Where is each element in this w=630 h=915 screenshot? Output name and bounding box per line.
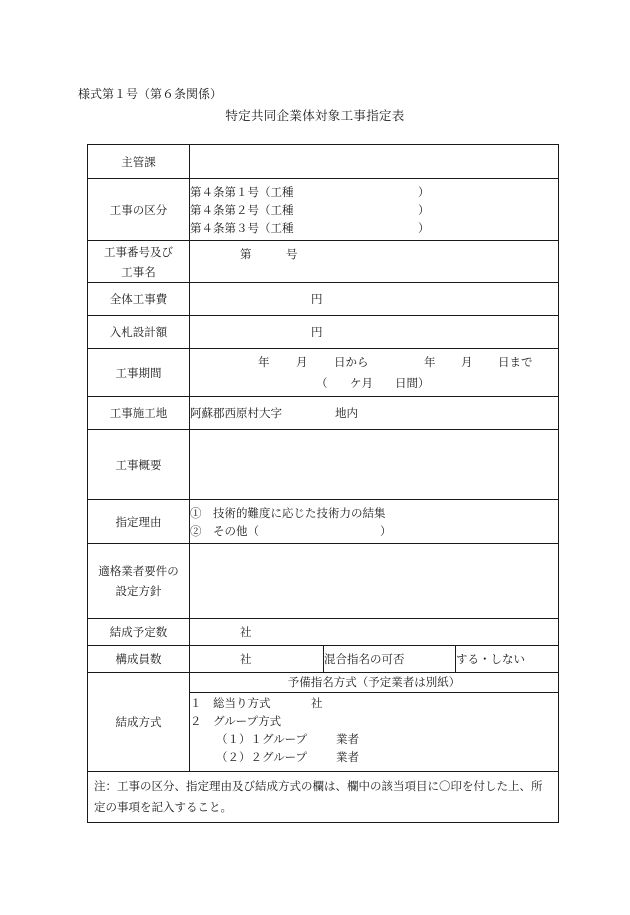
category-item-text: 第４条第１号（工種 [190,184,294,199]
row-method [88,673,559,772]
members-label: 構成員数 [88,646,190,673]
period-day-to: 日まで [498,355,533,369]
row-bid-amount [88,316,559,349]
department-field[interactable] [190,145,559,179]
period-year-from: 年 [258,355,270,369]
period-line2 [190,374,558,392]
work-number-dai: 第 [240,247,252,261]
row-work-number [88,241,559,283]
period-label: 工事期間 [88,349,190,397]
period-day-from: 日から [334,355,369,369]
total-cost-field[interactable] [190,283,559,316]
period-line1 [190,353,558,371]
method-option-all-unit: 社 [311,695,323,710]
location-label: 工事施工地 [88,397,190,430]
mixed-nomination-label: 混合指名の可否 [324,646,456,673]
reason-field[interactable] [190,500,559,544]
method-option-group[interactable]: ２ グループ方式 [190,713,282,728]
planned-field[interactable] [190,619,559,646]
period-month-to: 月 [461,355,473,369]
form-number: 様式第１号（第６条関係） [78,87,223,101]
total-cost-unit: 円 [311,292,323,306]
row-note [88,772,559,823]
method-options [190,692,558,771]
method-option-all[interactable] [190,694,558,712]
category-item [190,219,558,237]
planned-unit: 社 [240,625,252,639]
row-members [88,646,559,673]
overview-field[interactable] [190,430,559,500]
policy-label-line2: 設定方針 [115,584,162,598]
method-group-1-text: （１）１グループ [216,731,308,746]
instruction-note: 注：工事の区分、指定理由及び結成方式の欄は、欄中の該当項目に〇印を付した上、所定の事項を記入すること。 [88,772,559,823]
reason-label: 指定理由 [88,500,190,544]
category-field[interactable] [190,179,559,241]
method-group-1-unit: 業者 [336,731,359,746]
total-cost-label: 全体工事費 [88,283,190,316]
members-unit: 社 [240,652,252,666]
policy-label-line1: 適格業者要件の [98,564,179,578]
category-item [190,201,558,219]
category-item [190,183,558,201]
bid-amount-unit: 円 [311,325,323,339]
category-item-close: ） [418,184,430,199]
period-field[interactable] [190,349,559,397]
row-location [88,397,559,430]
members-field[interactable] [190,646,324,673]
policy-label [88,544,190,619]
period-year-to: 年 [424,355,436,369]
location-field[interactable] [190,397,559,430]
method-subtable [190,673,558,771]
row-reason [88,500,559,544]
work-number-label-line2: 工事名 [121,264,156,279]
mixed-nomination-value[interactable]: する・しない [456,646,559,673]
method-header: 予備指名方式（予定業者は別紙） [190,673,558,692]
reason-other [190,522,558,540]
bid-amount-field[interactable] [190,316,559,349]
document-title: 特定共同企業体対象工事指定表 [225,108,405,123]
row-overview [88,430,559,500]
row-total-cost [88,283,559,316]
reason-technical: ① 技術的難度に応じた技術力の結集 [190,505,386,520]
bid-amount-label: 入札設計額 [88,316,190,349]
work-number-label [88,241,190,283]
overview-label: 工事概要 [88,430,190,500]
row-planned [88,619,559,646]
work-number-label-line1: 工事番号及び [104,244,173,259]
reason-other-text: ② その他（ [190,523,259,538]
row-period [88,349,559,397]
category-item-text: 第４条第３号（工種 [190,220,294,235]
method-field[interactable] [190,673,559,772]
method-group-2-unit: 業者 [336,749,359,764]
department-label: 主管課 [88,145,190,179]
location-prefix: 阿蘇郡西原村大字 [190,406,282,420]
period-paren-open: （ [316,376,328,390]
row-category [88,179,559,241]
method-label: 結成方式 [88,673,190,772]
reason-other-close: ） [380,523,392,538]
planned-label: 結成予定数 [88,619,190,646]
period-months: ケ月 [350,376,373,390]
category-item-close: ） [418,202,430,217]
method-group-1 [190,730,558,748]
location-suffix: 地内 [335,406,358,420]
row-department [88,145,559,179]
designation-table [87,144,559,823]
work-number-go: 号 [286,247,298,261]
period-days: 日間） [395,376,430,390]
category-label: 工事の区分 [88,179,190,241]
category-item-text: 第４条第２号（工種 [190,202,294,217]
policy-field[interactable] [190,544,559,619]
method-group-2 [190,748,558,766]
row-policy [88,544,559,619]
work-number-field[interactable] [190,241,559,283]
method-option-all-text: １ 総当り方式 [190,695,271,710]
category-item-close: ） [418,220,430,235]
method-group-2-text: （２）２グループ [216,749,308,764]
period-month-from: 月 [296,355,308,369]
